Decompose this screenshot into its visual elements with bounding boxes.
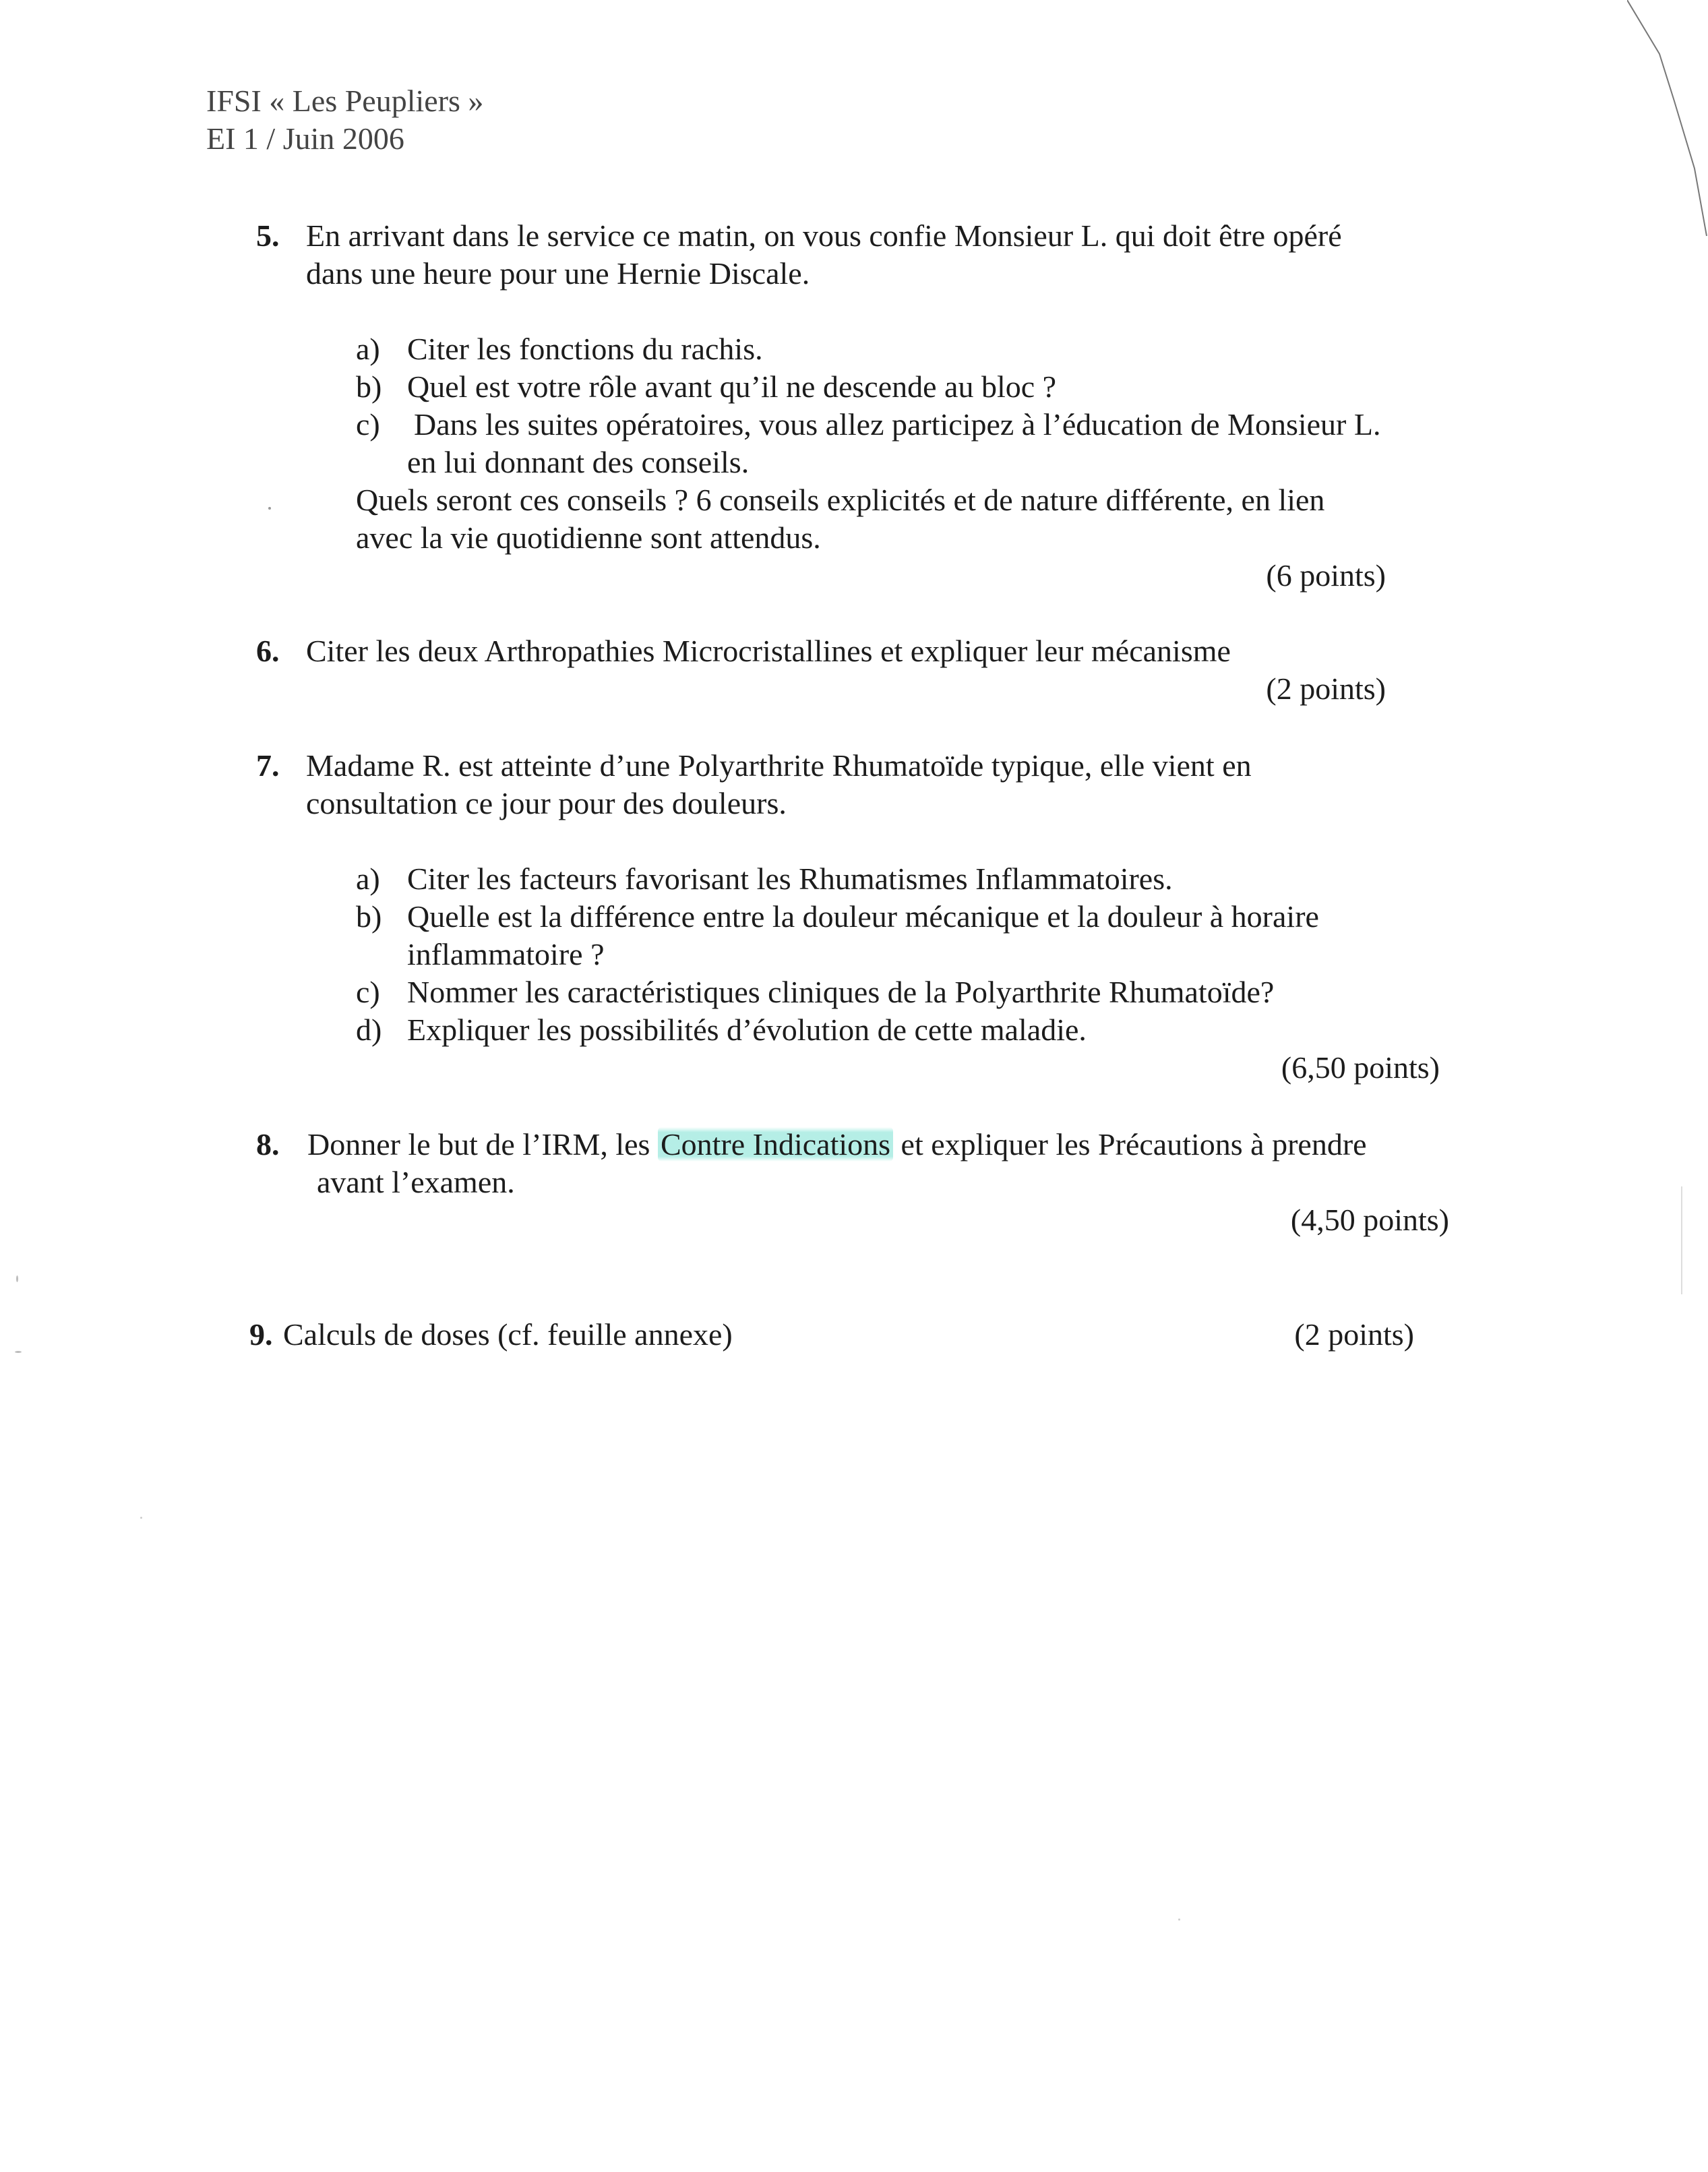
page-fold-mark — [1627, 0, 1708, 243]
question-9-text: Calculs de doses (cf. feuille annexe) — [283, 1317, 733, 1352]
scan-mark — [16, 1275, 18, 1282]
question-5-note-line1: Quels seront ces conseils ? 6 conseils explicités et de nature différente, en lien — [356, 483, 1325, 517]
question-7-number: 7. — [256, 748, 280, 783]
question-5a-text: Citer les fonctions du rachis. — [407, 332, 763, 366]
question-5c-continuation: en lui donnant des conseils. — [407, 445, 750, 479]
question-7-points: (6,50 points) — [1281, 1050, 1440, 1085]
question-7-text-line2: consultation ce jour pour des douleurs. — [306, 786, 787, 820]
question-7d-letter: d) — [356, 1013, 382, 1047]
question-5b-text: Quel est votre rôle avant qu’il ne descende au bloc ? — [407, 369, 1057, 404]
question-9-points: (2 points) — [1294, 1317, 1414, 1352]
question-7c-text: Nommer les caractéristiques cliniques de la Polyarthrite Rhumatoïde? — [407, 975, 1275, 1009]
question-5-note-line2: avec la vie quotidienne sont attendus. — [356, 520, 821, 555]
question-8-text-post: et expliquer les Précautions à prendre — [893, 1127, 1367, 1162]
question-7a-letter: a) — [356, 862, 380, 896]
question-5-number: 5. — [256, 218, 280, 253]
question-6-text: Citer les deux Arthropathies Microcristallines et expliquer leur mécanisme — [306, 634, 1231, 668]
header-exam-date: EI 1 / Juin 2006 — [206, 121, 404, 156]
question-8-number: 8. — [256, 1127, 280, 1162]
question-8-text-line2: avant l’examen. — [317, 1165, 515, 1199]
header-institution: IFSI « Les Peupliers » — [206, 84, 484, 118]
question-7b-text: Quelle est la différence entre la douleur mécanique et la douleur à horaire — [407, 899, 1319, 934]
scan-mark — [140, 1517, 142, 1519]
question-7a-text: Citer les facteurs favorisant les Rhumatismes Inflammatoires. — [407, 862, 1173, 896]
scan-mark — [15, 1351, 22, 1353]
question-7b-letter: b) — [356, 899, 382, 934]
scan-edge-mark — [1681, 1186, 1682, 1294]
question-5-text-line2: dans une heure pour une Hernie Discale. — [306, 256, 810, 291]
question-5-text-line1: En arrivant dans le service ce matin, on vous confie Monsieur L. qui doit être opéré — [306, 218, 1342, 253]
scan-mark — [1178, 1919, 1180, 1921]
question-5c-text: Dans les suites opératoires, vous allez participez à l’éducation de Monsieur L. — [414, 407, 1381, 442]
question-6-number: 6. — [256, 634, 280, 668]
question-5-points: (6 points) — [1266, 558, 1386, 593]
highlighted-contre-indications: Contre Indications — [658, 1127, 893, 1162]
question-5a-letter: a) — [356, 332, 380, 366]
question-8-text-line1 — [307, 1126, 1367, 1164]
question-5c-letter: c) — [356, 407, 380, 442]
question-8-points: (4,50 points) — [1290, 1203, 1449, 1237]
question-9-number: 9. — [249, 1317, 273, 1352]
question-6-points: (2 points) — [1266, 671, 1386, 706]
question-7b-continuation: inflammatoire ? — [407, 937, 605, 971]
scan-speck — [268, 507, 271, 510]
question-5b-letter: b) — [356, 369, 382, 404]
question-8-text-pre: Donner le but de l’IRM, les — [307, 1127, 658, 1162]
question-7d-text: Expliquer les possibilités d’évolution de cette maladie. — [407, 1013, 1087, 1047]
question-7-text-line1: Madame R. est atteinte d’une Polyarthrite Rhumatoïde typique, elle vient en — [306, 748, 1252, 783]
question-7c-letter: c) — [356, 975, 380, 1009]
